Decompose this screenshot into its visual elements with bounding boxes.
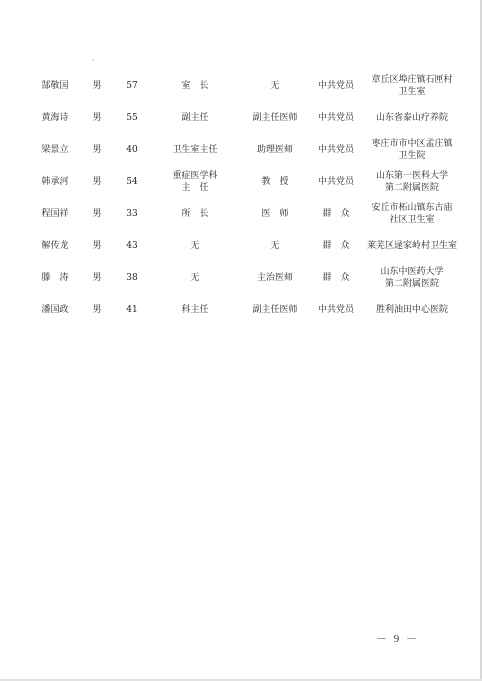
position-text: 所 长 — [181, 209, 209, 219]
position-text: 室 长 — [181, 81, 209, 91]
position-cell — [150, 102, 240, 134]
employer-line: 卫生院 — [398, 151, 426, 161]
table-row — [30, 198, 462, 230]
age-cell: 33 — [126, 209, 138, 219]
gender-cell: 男 — [92, 209, 102, 219]
table-row — [30, 134, 462, 166]
age-cell: 43 — [126, 241, 138, 251]
age-cell: 55 — [126, 113, 138, 123]
title-cell: 医 师 — [261, 209, 289, 219]
age-cell: 57 — [126, 81, 138, 91]
roster-table-body — [30, 70, 462, 326]
table-row — [30, 70, 462, 102]
employer-line: 山东第一医科大学 — [375, 171, 448, 181]
title-cell: 副主任医师 — [252, 113, 298, 123]
employer-cell — [362, 70, 462, 102]
page-number: － 9 － — [376, 633, 419, 645]
title-cell: 教 授 — [261, 177, 289, 187]
table-row — [30, 230, 462, 262]
employer-cell — [362, 230, 462, 262]
name-cell: 郜敬国 — [41, 81, 69, 91]
employer-cell — [362, 262, 462, 294]
employer-cell — [362, 102, 462, 134]
scan-speck: · — [92, 56, 95, 65]
party-cell: 群 众 — [322, 209, 350, 219]
gender-cell: 男 — [92, 81, 102, 91]
position-text: 无 — [190, 273, 200, 283]
party-cell: 中共党员 — [317, 177, 354, 187]
party-cell: 群 众 — [322, 273, 350, 283]
employer-line: 卫生室 — [398, 87, 426, 97]
gender-cell: 男 — [92, 145, 102, 155]
position-text: 卫生室主任 — [172, 145, 218, 155]
employer-cell — [362, 294, 462, 326]
party-cell: 中共党员 — [317, 305, 354, 315]
position-cell — [150, 262, 240, 294]
employer-line: 第二附属医院 — [384, 183, 439, 193]
title-cell: 副主任医师 — [252, 305, 298, 315]
employer-line: 社区卫生室 — [389, 215, 435, 225]
gender-cell: 男 — [92, 305, 102, 315]
name-cell: 黄海诗 — [41, 113, 69, 123]
position-cell — [150, 134, 240, 166]
gender-cell: 男 — [92, 177, 102, 187]
employer-line: 安丘市柘山镇东古庙 — [371, 203, 453, 213]
name-cell: 解传龙 — [41, 241, 69, 251]
gender-cell: 男 — [92, 241, 102, 251]
name-cell: 程国祥 — [41, 209, 69, 219]
employer-line: 胜利油田中心医院 — [375, 305, 448, 315]
position-text: 无 — [190, 241, 200, 251]
table-row — [30, 262, 462, 294]
position-cell — [150, 294, 240, 326]
employer-line: 莱芜区逯家岭村卫生室 — [366, 241, 457, 251]
position-cell — [150, 198, 240, 230]
party-cell: 中共党员 — [317, 145, 354, 155]
employer-cell — [362, 198, 462, 230]
position-text: 副主任 — [181, 113, 209, 123]
roster-table — [30, 70, 462, 326]
title-cell: 主治医师 — [256, 273, 293, 283]
employer-line: 章丘区埠庄镇石匣村 — [371, 75, 453, 85]
gender-cell: 男 — [92, 273, 102, 283]
position-cell — [150, 166, 240, 198]
table-row — [30, 166, 462, 198]
position-text: 科主任 — [181, 305, 209, 315]
employer-cell — [362, 134, 462, 166]
title-cell: 助理医师 — [256, 145, 293, 155]
gender-cell: 男 — [92, 113, 102, 123]
title-cell: 无 — [270, 81, 280, 91]
party-cell: 群 众 — [322, 241, 350, 251]
employer-cell — [362, 166, 462, 198]
name-cell: 韩承河 — [41, 177, 69, 187]
employer-line: 第二附属医院 — [384, 279, 439, 289]
name-cell: 梁景立 — [41, 145, 69, 155]
name-cell: 滕 涛 — [41, 273, 69, 283]
age-cell: 41 — [126, 305, 138, 315]
age-cell: 54 — [126, 177, 138, 187]
age-cell: 40 — [126, 145, 138, 155]
party-cell: 中共党员 — [317, 81, 354, 91]
employer-line: 枣庄市市中区孟庄镇 — [371, 139, 453, 149]
party-cell: 中共党员 — [317, 113, 354, 123]
employer-line: 山东中医药大学 — [380, 267, 444, 277]
position-cell — [150, 70, 240, 102]
position-cell — [150, 230, 240, 262]
age-cell: 38 — [126, 273, 138, 283]
title-cell: 无 — [270, 241, 280, 251]
table-row — [30, 102, 462, 134]
name-cell: 潘国政 — [41, 305, 69, 315]
employer-line: 山东省泰山疗养院 — [375, 113, 448, 123]
position-text: 重症医学科 主 任 — [172, 171, 218, 193]
table-row — [30, 294, 462, 326]
